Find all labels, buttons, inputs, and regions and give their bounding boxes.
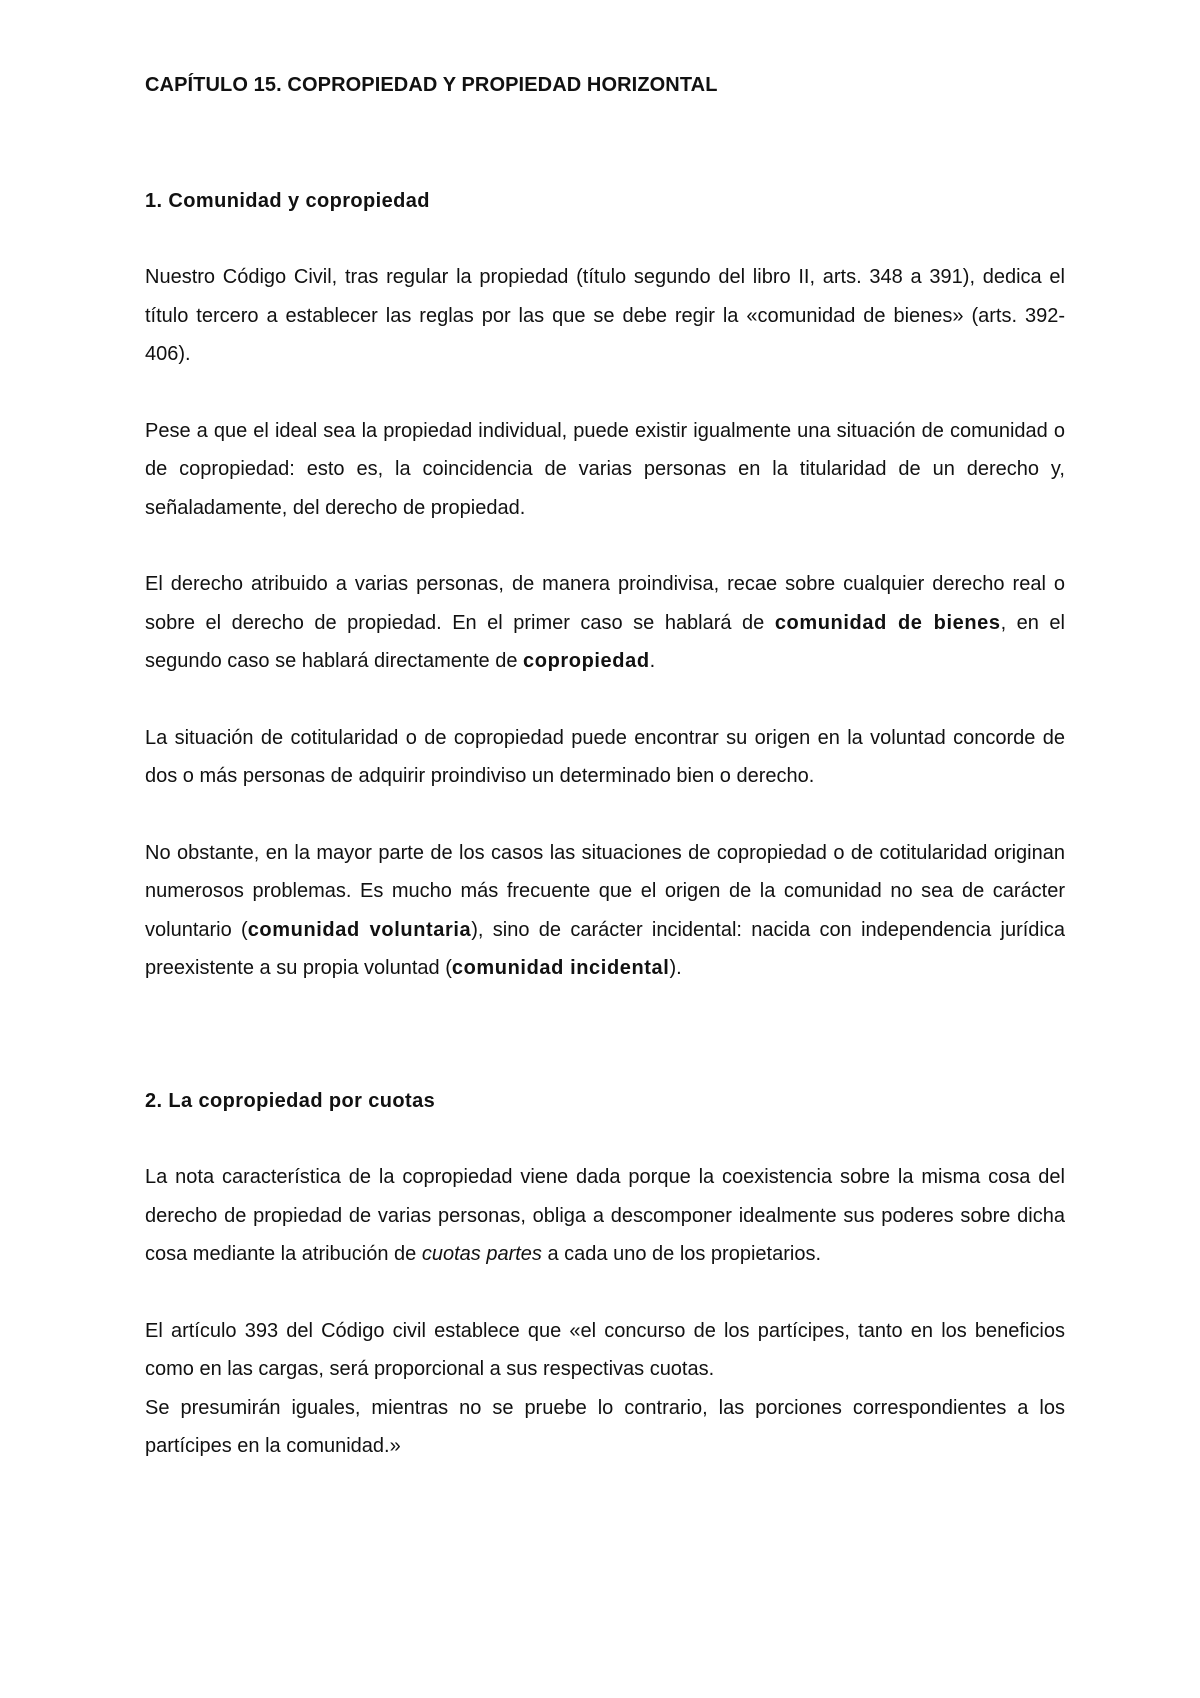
paragraph-text: La nota característica de la copropiedad viene dada porque la coexistencia sobre la misma cosa del derecho de propiedad de varias personas, obliga a descomponer idealmente sus poderes sobre dicha cosa mediante la atribución de	[145, 1166, 1065, 1265]
bold-term: comunidad de bienes	[774, 611, 1001, 634]
paragraph-text: ), sino de carácter incidental: nacida con independencia jurídica preexistente a su propia voluntad (	[145, 918, 1065, 979]
bold-term: comunidad incidental	[451, 957, 670, 979]
paragraph-text: El derecho atribuido a varias personas, de manera proindivisa, recae sobre cualquier derecho real o sobre el derecho de propiedad. En el primer caso se hablará de	[145, 573, 1065, 634]
paragraph	[145, 565, 1065, 681]
section-heading-comunidad: 1. Comunidad y copropiedad	[145, 189, 430, 212]
document-body	[145, 66, 1065, 1466]
paragraph: Pese a que el ideal sea la propiedad individual, puede existir igualmente una situación de comunidad o de copropiedad: esto es, la coincidencia de varias personas en la titularidad de un derecho y, señaladamente, del derecho de propiedad.	[145, 419, 1065, 519]
paragraph: Nuestro Código Civil, tras regular la propiedad (título segundo del libro II, arts. 348 a 391), dedica el título tercero a establecer las reglas por las que se debe regir la «comunidad de bienes» (arts. 392-406).	[145, 266, 1065, 365]
paragraph	[145, 834, 1065, 988]
chapter-title: CAPÍTULO 15. COPROPIEDAD Y PROPIEDAD HORIZONTAL	[145, 74, 718, 96]
paragraph	[145, 1158, 1065, 1274]
paragraph-text: ).	[669, 957, 682, 979]
paragraph: El artículo 393 del Código civil establece que «el concurso de los partícipes, tanto en los beneficios como en las cargas, será proporcional a sus respectivas cuotas.	[145, 1319, 1065, 1380]
paragraph: Se presumirán iguales, mientras no se pruebe lo contrario, las porciones correspondientes a los partícipes en la comunidad.»	[145, 1396, 1065, 1457]
paragraph-text: a cada uno de los propietarios.	[541, 1243, 821, 1265]
paragraph-text: .	[649, 650, 656, 672]
italic-term: cuotas partes	[421, 1243, 542, 1265]
section-heading-cuotas: 2. La copropiedad por cuotas	[145, 1089, 436, 1112]
bold-term: copropiedad	[523, 650, 650, 672]
paragraph: La situación de cotitularidad o de copropiedad puede encontrar su origen en la voluntad concorde de dos o más personas de adquirir proindiviso un determinado bien o derecho.	[145, 726, 1065, 787]
bold-term: comunidad voluntaria	[247, 918, 472, 941]
paragraph-text: , en el segundo caso se hablará directamente de	[145, 611, 1065, 672]
paragraph-text: No obstante, en la mayor parte de los casos las situaciones de copropiedad o de cotitularidad originan numerosos problemas. Es mucho más frecuente que el origen de la comunidad no sea de carácter voluntario (	[145, 841, 1065, 941]
